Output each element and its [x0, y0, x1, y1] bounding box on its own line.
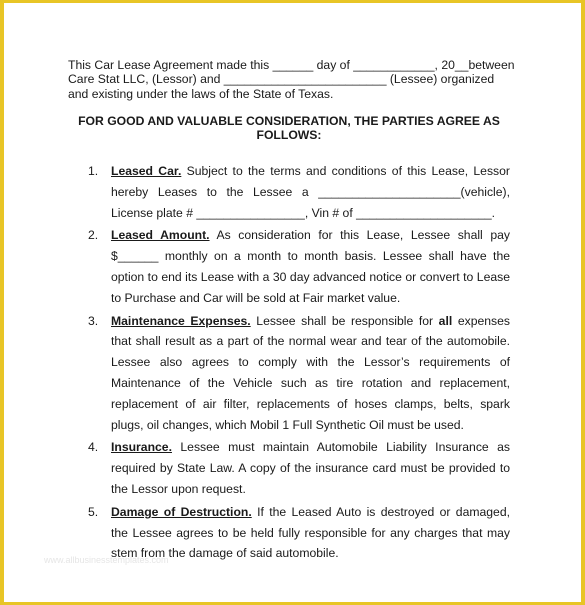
- clause-text: Subject to the terms and conditions of this Lease, Lessor hereby Leases to the Lessee a _____________________(vehicle), License plate # ________________, Vin # of ____________________.: [111, 164, 510, 220]
- clause-title: Leased Car.: [111, 164, 182, 178]
- clause-number: 1.: [88, 164, 99, 178]
- heading-line-2: FOLLOWS:: [256, 128, 322, 143]
- clause-text: Lessee shall be responsible for: [250, 313, 439, 328]
- clause-leased-amount: [88, 225, 510, 308]
- agreement-heading: [64, 114, 514, 143]
- intro-line-1: This Car Lease Agreement made this ______ day of ____________, 20__between: [68, 58, 515, 72]
- clause-text: expenses that shall result as a part of the normal wear and tear of the automobile. Lessee also agrees to comply with the Lessor’s requirements of Maintenance of the Vehicle such as tire rotation and replacement, replacement of air filter, replacements of hoses clamps, belts, spark plugs, oil changes, which Mobil 1 Full Synthetic Oil must be used.: [111, 313, 510, 432]
- clause-maintenance-expenses: [88, 311, 510, 436]
- clause-title: Insurance.: [111, 440, 172, 455]
- clause-number: 2.: [88, 228, 99, 243]
- clause-emphasis: all: [438, 313, 453, 328]
- clause-number: 4.: [88, 440, 99, 455]
- clause-body: [111, 311, 510, 436]
- document-page: [4, 3, 581, 602]
- intro-line-2: Care Stat LLC, (Lessor) and ________________________ (Lessee) organized: [68, 72, 495, 87]
- clause-title: Leased Amount.: [111, 228, 210, 243]
- clause-body: [111, 225, 510, 308]
- intro-paragraph: [68, 58, 515, 101]
- clause-insurance: [88, 437, 510, 499]
- clause-body: [111, 502, 510, 564]
- clauses-list: [88, 161, 510, 566]
- intro-line-3: and existing under the laws of the State of Texas.: [68, 86, 334, 101]
- clause-number: 3.: [88, 313, 99, 328]
- clause-leased-car: [88, 161, 510, 223]
- clause-text: As consideration for this Lease, Lessee shall pay $______ monthly on a month to month basis. Lessee shall have the option to end its Lease with a 30 day advanced notice or convert to Lease to Purchase and Car will be sold at Fair market value.: [111, 228, 510, 305]
- clause-body: [111, 161, 510, 223]
- clause-title: Maintenance Expenses.: [111, 313, 251, 328]
- clause-number: 5.: [88, 504, 99, 519]
- heading-line-1: FOR GOOD AND VALUABLE CONSIDERATION, THE PARTIES AGREE AS: [78, 114, 500, 128]
- clause-title: Damage of Destruction.: [111, 504, 252, 519]
- watermark: www.allbusinesstemplates.com: [44, 555, 169, 565]
- clause-text: If the Leased Auto is destroyed or damaged, the Lessee agrees to be held fully responsible for any charges that may stem from the damage of said automobile.: [111, 504, 511, 561]
- clause-body: [111, 437, 510, 499]
- clause-text: Lessee must maintain Automobile Liability Insurance as required by State Law. A copy of the insurance card must be provided to the Lessor upon request.: [111, 440, 510, 496]
